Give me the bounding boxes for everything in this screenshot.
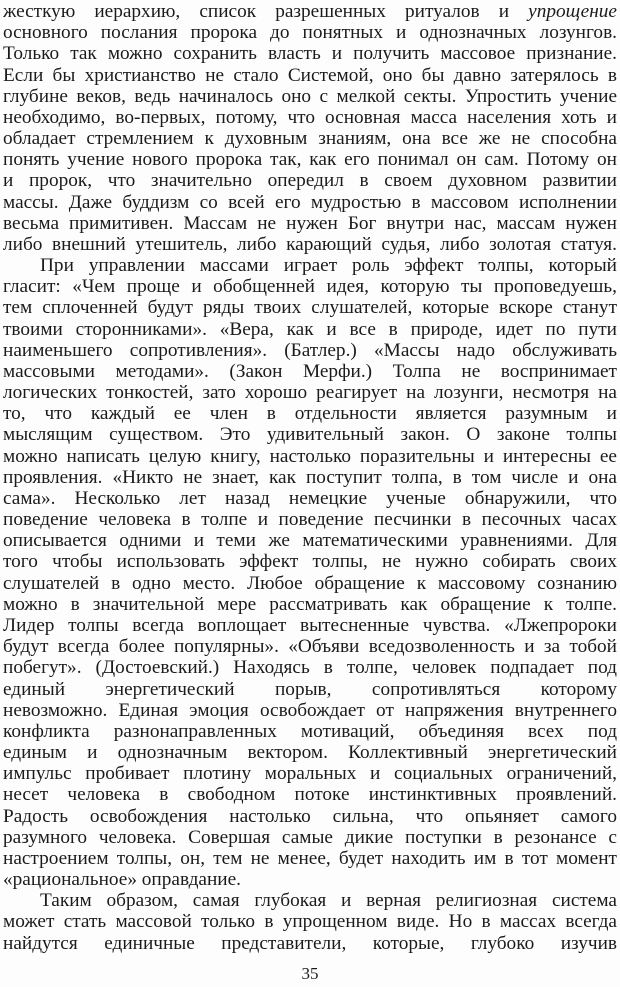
text-run: глубине веков, ведь начиналось оно с мелкой секты. Упростить учение (3, 85, 617, 107)
text-line (3, 234, 617, 255)
text-run: либо внешний утешитель, либо карающий судья, либо золотая статуя. (3, 233, 617, 255)
text-run: сама». Несколько лет назад немецкие ученые обнаружили, что (3, 487, 617, 509)
text-run: твоими сторонниками». «Вера, как и все в природе, идет по пути (3, 318, 617, 340)
text-run: жесткую иерархию, список разрешенных ритуалов и (3, 1, 529, 22)
text-run: может стать массовой только в упрощенном виде. Но в массах всегда (3, 911, 617, 933)
text-line (3, 213, 617, 234)
text-run: понять учение нового пророка так, как его понимал он сам. Потому он (3, 149, 617, 171)
text-line (3, 65, 617, 86)
text-line (3, 848, 617, 869)
text-line (3, 319, 617, 340)
text-run: будут всегда более популярны». «Объяви вседозволенность и за тобой (3, 636, 617, 658)
text-line (3, 297, 617, 318)
text-run: обладает стремлением к духовным знаниям, она все же не способна (3, 128, 617, 150)
text-line (3, 657, 617, 678)
text-line (3, 784, 617, 805)
text-run: можно написать целую книгу, настолько поразительны и интересны ее (3, 445, 617, 467)
text-line (3, 573, 617, 594)
text-line (3, 255, 617, 276)
page-text (3, 1, 617, 954)
text-run: единым и однозначным вектором. Коллективный энергетический (3, 742, 617, 764)
text-run: весьма примитивен. Массам не нужен Бог внутри нас, массам нужен (3, 212, 617, 234)
text-line (3, 700, 617, 721)
text-line (3, 742, 617, 763)
text-run: массовыми методами». (Закон Мерфи.) Толпа не воспринимает (3, 360, 617, 382)
text-run: поведение человека в толпе и поведение песчинки в песочных часах (3, 509, 617, 531)
text-run: проявления. «Никто не знает, как поступит толпа, в том числе и она (3, 466, 617, 488)
text-run: Радость освобождения настолько сильна, что опьяняет самого (3, 805, 617, 827)
text-line (3, 446, 617, 467)
text-line (3, 22, 617, 43)
text-line (3, 594, 617, 615)
text-line (3, 551, 617, 572)
italic-text-run: упрощение (528, 1, 617, 22)
text-line (3, 192, 617, 213)
text-run: тем сплоченней будут ряды твоих слушателей, которые вскоре станут (3, 297, 617, 319)
text-line (3, 1, 617, 22)
text-line (3, 467, 617, 488)
text-run: логических тонкостей, зато хорошо реагирует на лозунги, несмотря на (3, 382, 617, 404)
text-run: «рациональное» оправдание. (3, 869, 241, 891)
text-run: того чтобы использовать эффект толпы, не нужно собирать своих (3, 551, 617, 573)
text-line (3, 890, 617, 911)
text-run: мыслящим существом. Это удивительный закон. О законе толпы (3, 424, 617, 446)
text-line (3, 869, 617, 890)
text-line (3, 827, 617, 848)
text-line (3, 403, 617, 424)
text-line (3, 149, 617, 170)
text-line (3, 424, 617, 445)
text-line (3, 763, 617, 784)
text-run: слушателей в одно место. Любое обращение к массовому сознанию (3, 572, 617, 594)
text-run: необходимо, во-первых, потому, что основная масса населения хоть и (3, 106, 617, 128)
text-line (3, 128, 617, 149)
text-run: гласит: «Чем проще и обобщенней идея, которую ты проповедуешь, (3, 276, 617, 298)
text-run: Таким образом, самая глубокая и верная религиозная система (40, 890, 617, 912)
text-line (3, 170, 617, 191)
text-line (3, 806, 617, 827)
text-run: наименьшего сопротивления». (Батлер.) «Массы надо обслуживать (3, 339, 617, 361)
text-line (3, 679, 617, 700)
page-number: 35 (301, 964, 319, 983)
text-line (3, 911, 617, 932)
text-run: и пророк, что значительно опередил в своем духовном развитии (3, 170, 617, 192)
text-run: найдутся единичные представители, которые, глубоко изучив (3, 932, 617, 954)
text-line (3, 43, 617, 64)
text-line (3, 721, 617, 742)
text-line (3, 107, 617, 128)
text-line (3, 276, 617, 297)
text-line (3, 340, 617, 361)
text-run: При управлении массами играет роль эффект толпы, который (40, 255, 617, 277)
text-line (3, 382, 617, 403)
text-line (3, 530, 617, 551)
text-run: то, что каждый ее член в отдельности является разумным и (3, 403, 617, 425)
text-run: побегут». (Достоевский.) Находясь в толпе, человек подпадает под (3, 657, 617, 679)
text-run: единый энергетический порыв, сопротивляться которому (3, 678, 617, 700)
text-line (3, 86, 617, 107)
text-run: импульс пробивает плотину моральных и социальных ограничений, (3, 763, 617, 785)
text-run: разумного человека. Совершая самые дикие поступки в резонансе с (3, 826, 617, 848)
text-run: конфликта разнонаправленных мотиваций, объединяя всех под (3, 720, 617, 742)
text-run: массы. Даже буддизм со всей его мудростью в массовом исполнении (3, 191, 617, 213)
text-run: основного послания пророка до понятных и однозначных лозунгов. (3, 22, 617, 44)
text-run: можно в значительной мере рассматривать как обращение к толпе. (3, 593, 617, 615)
text-line (3, 615, 617, 636)
text-run: невозможно. Единая эмоция освобождает от напряжения внутреннего (3, 699, 617, 721)
text-run: Только так можно сохранить власть и получить массовое признание. (3, 43, 617, 65)
text-line (3, 488, 617, 509)
text-run: описывается одними и теми же математическими уравнениями. Для (3, 530, 617, 552)
text-line (3, 933, 617, 954)
text-line (3, 509, 617, 530)
text-run: настроением толпы, он, тем не менее, будет находить им в тот момент (3, 847, 617, 869)
text-run: Лидер толпы всегда воплощает вытесненные чувства. «Лжепророки (3, 614, 617, 636)
text-line (3, 361, 617, 382)
text-run: несет человека в свободном потоке инстинктивных проявлений. (3, 784, 617, 806)
text-line (3, 636, 617, 657)
text-run: Если бы христианство не стало Системой, оно бы давно затерялось в (3, 64, 617, 86)
